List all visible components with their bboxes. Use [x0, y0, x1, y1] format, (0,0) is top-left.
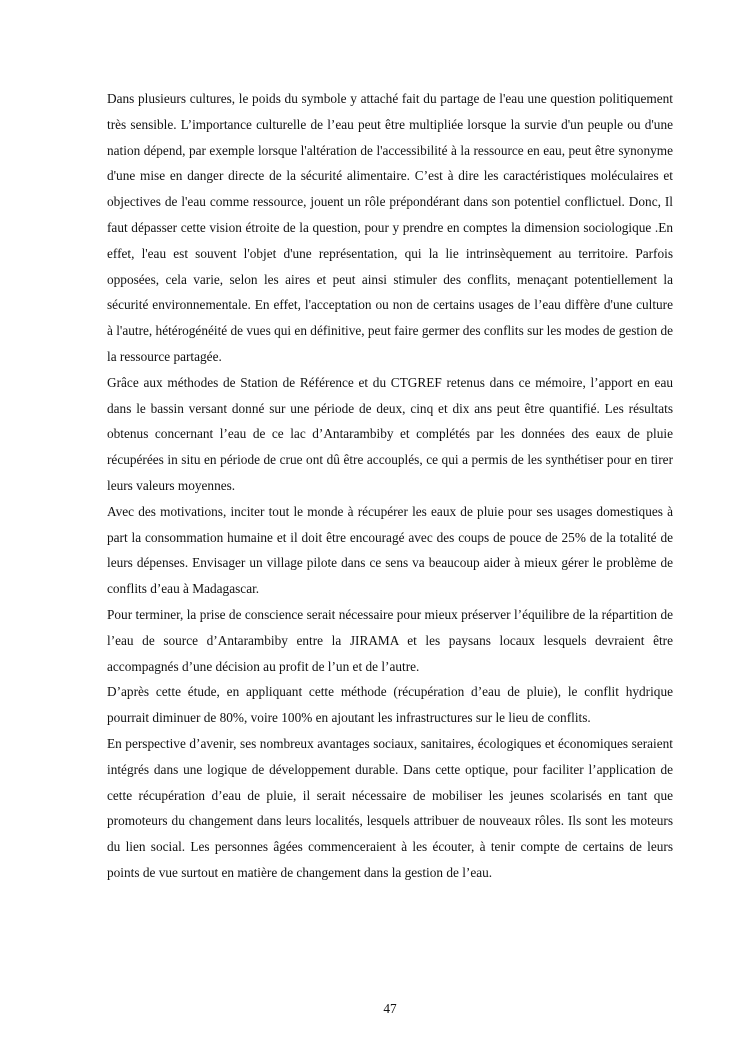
document-body — [107, 86, 673, 886]
paragraph-cultural-symbolism: Dans plusieurs cultures, le poids du symbole y attaché fait du partage de l'eau une question politiquement très sensible. L’importance culturelle de l’eau peut être multipliée lorsque la survie d'un peuple ou d'une nation dépend, par exemple lorsque l'altération de l'accessibilité à la ressource en eau, peut être synonyme d'une mise en danger directe de la sécurité alimentaire. C’est à dire les caractéristiques moléculaires et objectives de l'eau comme ressource, jouent un rôle prépondérant dans son potentiel conflictuel. Donc, Il faut dépasser cette vision étroite de la question, pour y prendre en comptes la dimension sociologique .En effet, l'eau est souvent l'objet d'une représentation, qui la lie intrinsèquement au territoire. Parfois opposées, cela varie, selon les aires et peut ainsi stimuler des conflits, menaçant potentiellement la sécurité environnementale. En effet, l'acceptation ou non de certains usages de l’eau diffère d'une culture à l'autre, hétérogénéité de vues qui en définitive, peut faire germer des conflits sur les modes de gestion de la ressource partagée. — [107, 91, 673, 364]
paragraph-motivations: Avec des motivations, inciter tout le monde à récupérer les eaux de pluie pour ses usages domestiques à part la consommation humaine et il doit être encouragé avec des coups de pouce de 25% de la totalité de leurs dépenses. Envisager un village pilote dans ce sens va beaucoup aider à mieux gérer le problème de conflits d’eau à Madagascar. — [107, 503, 673, 597]
page-number: 47 — [383, 1001, 397, 1016]
paragraph-methods-results: Grâce aux méthodes de Station de Référence et du CTGREF retenus dans ce mémoire, l’apport en eau dans le bassin versant donné sur une période de deux, cinq et dix ans peut être quantifié. Les résultats obtenus concernant l’eau de ce lac d’Antarambiby et complétés par les données des eaux de pluie récupérées in situ en période de crue ont dû être accouplés, ce qui a permis de les synthétiser pour en tirer leurs valeurs moyennes. — [107, 374, 673, 493]
paragraph-study-outcome: D’après cette étude, en appliquant cette méthode (récupération d’eau de pluie), le conflit hydrique pourrait diminuer de 80%, voire 100% en ajoutant les infrastructures sur le lieu de conflits. — [107, 684, 673, 726]
paragraph-conclusion: Pour terminer, la prise de conscience serait nécessaire pour mieux préserver l’équilibre de la répartition de l’eau de source d’Antarambiby entre la JIRAMA et les paysans locaux lesquels devraient être accompagnés d’une décision au profit de l’un et de l’autre. — [107, 606, 673, 674]
paragraph-perspective: En perspective d’avenir, ses nombreux avantages sociaux, sanitaires, écologiques et économiques seraient intégrés dans une logique de développement durable. Dans cette optique, pour faciliter l’application de cette récupération d’eau de pluie, il serait nécessaire de mobiliser les jeunes scolarisés en tant que promoteurs du changement dans leurs localités, lesquels attribuer de nouveaux rôles. Ils sont les moteurs du lien social. Les personnes âgées commenceraient à les écouter, à tenir compte de certains de leurs points de vue surtout en matière de changement dans la gestion de l’eau. — [107, 735, 673, 880]
